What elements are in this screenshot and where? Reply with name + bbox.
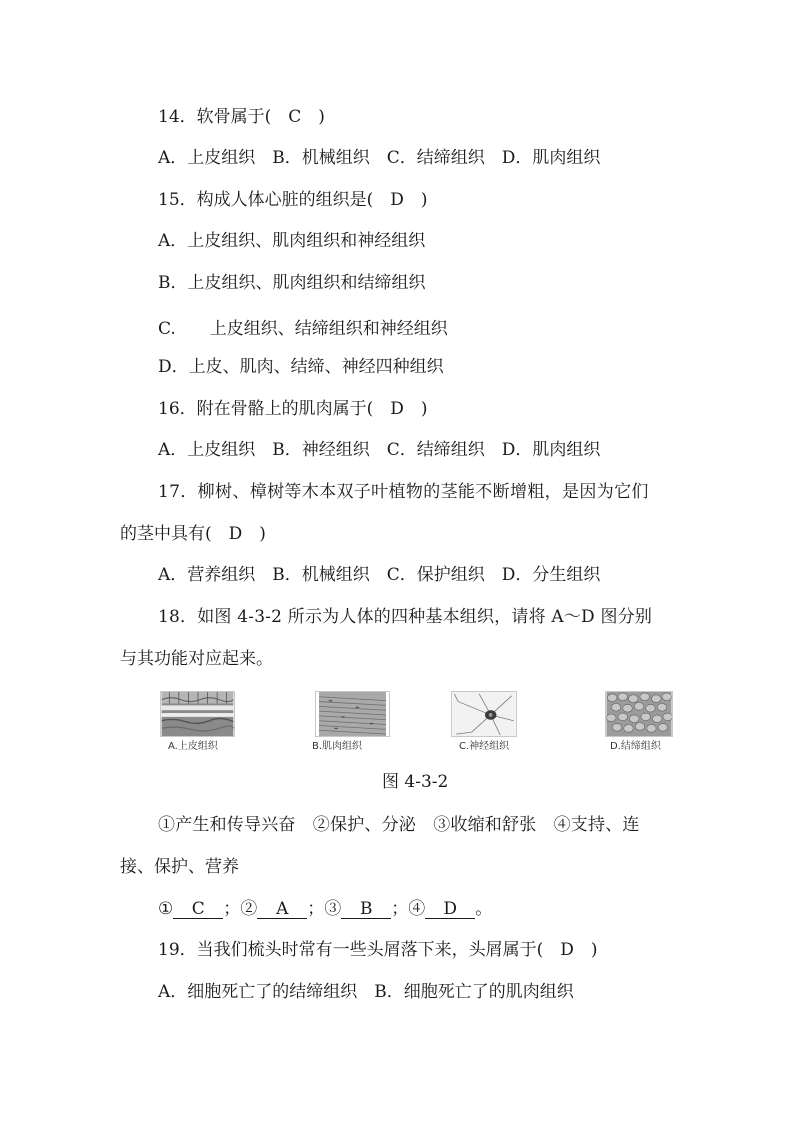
q15-option-d: D．上皮、肌肉、结缔、神经四种组织: [158, 357, 444, 377]
epithelial-tissue-image: [160, 691, 235, 737]
nerve-tissue-image: [451, 691, 517, 737]
q14-stem: 14．软骨属于( C ): [158, 107, 325, 127]
q19-options: A．细胞死亡了的结缔组织 B．细胞死亡了的肌肉组织: [158, 982, 574, 1002]
q16-stem: 16．附在骨骼上的肌肉属于( D ): [158, 399, 428, 419]
q18-answer-line: [158, 898, 492, 920]
answer-blank-2: A: [257, 900, 307, 919]
q17-options: A．营养组织 B．机械组织 C．保护组织 D．分生组织: [158, 565, 601, 585]
q18-functions-line-1: ①产生和传导兴奋 ②保护、分泌 ③收缩和舒张 ④支持、连: [158, 815, 640, 835]
answer-blank-4: D: [425, 900, 475, 919]
q16-options: A．上皮组织 B．神经组织 C．结缔组织 D．肌肉组织: [158, 440, 601, 460]
q19-stem: 19．当我们梳头时常有一些头屑落下来，头屑属于( D ): [158, 940, 598, 960]
answer-marker-4: ；④: [391, 899, 426, 919]
answer-marker-3: ；③: [307, 899, 342, 919]
q15-option-b: B．上皮组织、肌肉组织和结缔组织: [158, 273, 426, 293]
answer-blank-3: B: [341, 900, 391, 919]
q17-stem-line-1: 17．柳树、樟树等木本双子叶植物的茎能不断增粗，是因为它们: [158, 482, 649, 502]
q18-functions-line-2: 接、保护、营养: [120, 857, 239, 877]
caption-c: C.神经组织: [459, 741, 510, 752]
q18-stem-line-2: 与其功能对应起来。: [120, 649, 273, 669]
q17-stem-line-2: 的茎中具有( D ): [120, 524, 266, 544]
caption-d: D.结缔组织: [610, 741, 661, 752]
answer-marker-1: ①: [158, 899, 174, 919]
q15-stem: 15．构成人体心脏的组织是( D ): [158, 190, 428, 210]
answer-end: 。: [475, 899, 493, 919]
muscle-tissue-image: [315, 691, 390, 737]
connective-tissue-image: [605, 691, 673, 737]
q18-stem-line-1: 18．如图 4-3-2 所示为人体的四种基本组织，请将 A～D 图分别: [158, 607, 653, 627]
answer-blank-1: C: [173, 900, 223, 919]
caption-b: B.肌肉组织: [312, 741, 363, 752]
answer-marker-2: ；②: [223, 899, 258, 919]
caption-a: A.上皮组织: [168, 741, 218, 752]
q15-option-a: A．上皮组织、肌肉组织和神经组织: [158, 231, 426, 251]
figure-label: 图 4-3-2: [382, 772, 449, 792]
q15-option-c: C. 上皮组织、结缔组织和神经组织: [158, 319, 448, 339]
q14-options: A．上皮组织 B．机械组织 C．结缔组织 D．肌肉组织: [158, 148, 601, 168]
